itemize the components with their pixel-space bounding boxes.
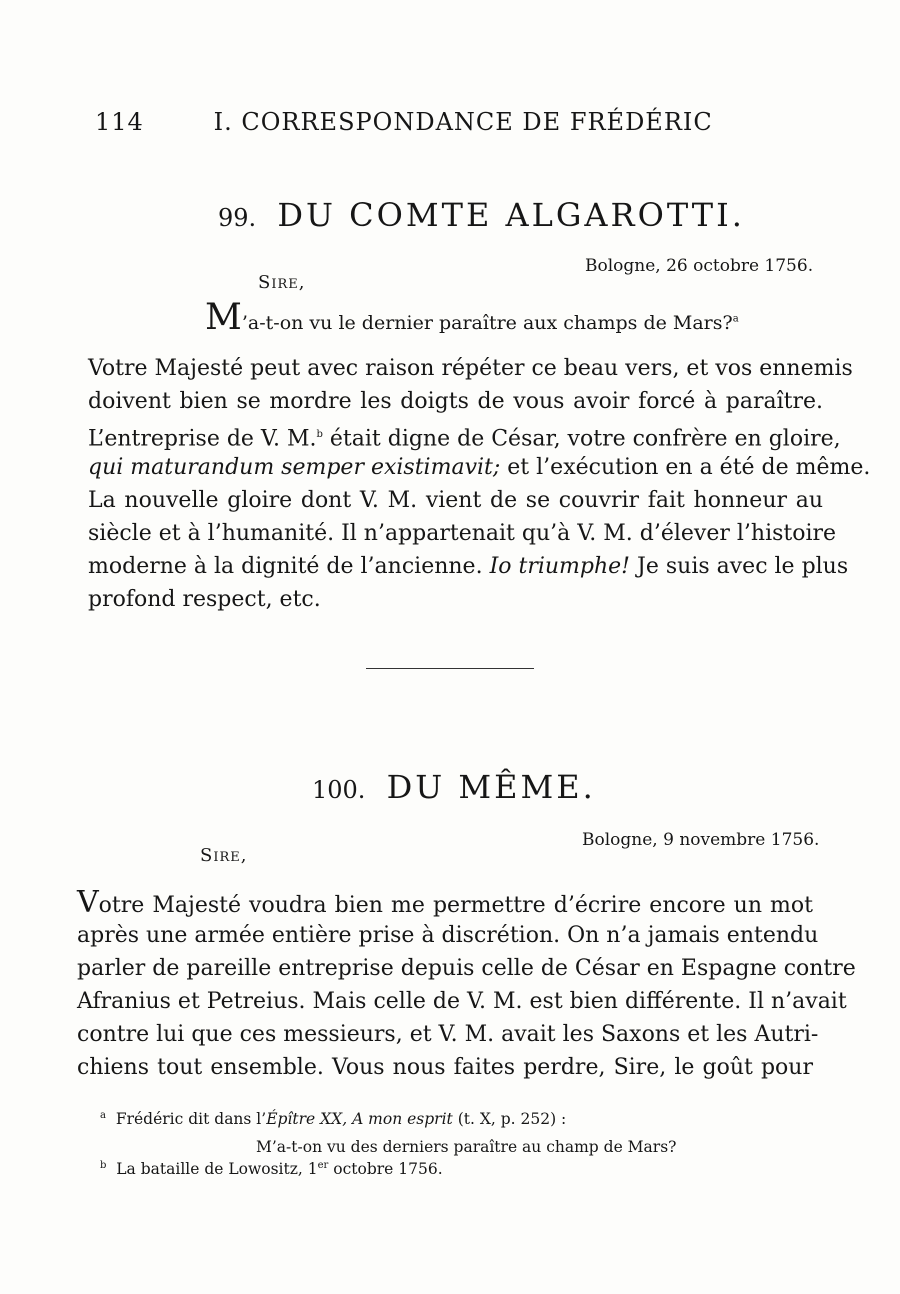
footnote-text: (t. X, p. 252) : [452,1110,567,1129]
letter-heading: DU COMTE ALGAROTTI. [277,196,745,234]
ordinal-suffix: er [317,1160,329,1171]
section-divider [366,668,534,669]
footnote-mark: a [100,1110,106,1121]
body-dropcap: V [77,885,99,920]
running-header [95,108,713,136]
body-line: après une armée entière prise à discrétion. On n’a jamais entendu [77,923,819,948]
footnote-text: Frédéric dit dans l’ [115,1110,267,1129]
letter-heading: DU MÊME. [386,768,596,806]
body-fragment: otre Majesté voudra bien me permettre d’écrire encore un mot [98,893,813,918]
letter-100-salutation: Sire, [200,845,248,866]
footnote-text: La bataille de Lowositz, 1 [116,1160,318,1179]
page-number: 114 [95,108,144,136]
body-fragment: moderne à la dignité de l’ancienne. [88,554,483,579]
body-line: chiens tout ensemble. Vous nous faites perdre, Sire, le goût pour [77,1055,813,1080]
letter-99-title [218,196,745,234]
body-line: contre lui que ces messieurs, et V. M. avait les Saxons et les Autri- [77,1022,819,1047]
footnote-a-quote: M’a-t-on vu des derniers paraître au champ de Mars? [256,1138,677,1156]
letter-99-date: Bologne, 26 octobre 1756. [585,256,814,276]
letter-99-verse [205,297,739,338]
body-line [77,886,813,919]
letter-number: 99. [218,204,257,232]
letter-100-body [77,885,856,1084]
footnote-title: Épître XX, [266,1110,348,1129]
body-line: siècle et à l’humanité. Il n’appartenait qu’à V. M. d’élever l’histoire [88,521,837,546]
body-line: profond respect, etc. [88,587,321,612]
body-line [88,418,841,452]
footnote-b [100,1160,443,1178]
footnote-ref-b: b [316,429,323,440]
letter-99-body [88,352,871,616]
body-line: parler de pareille entreprise depuis celle de César en Espagne contre [77,956,856,981]
running-title: I. CORRESPONDANCE DE FRÉDÉRIC [213,108,713,136]
body-fragment: et l’exécution en a été de même. [500,455,871,480]
letter-100-date: Bologne, 9 novembre 1756. [582,830,820,850]
footnote-text: octobre 1756. [328,1160,443,1179]
latin-exclamation: Io triumphe! [489,554,631,579]
footnote-title: A mon esprit [352,1110,453,1129]
body-line [88,451,871,484]
footnote-a [100,1110,566,1128]
body-fragment: Je suis avec le plus [630,554,849,579]
verse-dropcap: M [205,297,242,338]
body-line: Afranius et Petreius. Mais celle de V. M. est bien différente. Il n’avait [77,989,847,1014]
footnote-ref-a: a [732,313,739,325]
latin-quote: qui maturandum semper existimavit; [88,455,501,480]
body-line: doivent bien se mordre les doigts de vous avoir forcé à paraître. [88,389,823,414]
letter-99-salutation: Sire, [258,272,306,293]
letter-100-title [312,768,596,806]
letter-number: 100. [312,776,366,804]
body-fragment: L’entreprise de V. M. [88,426,317,452]
verse-text: ’a-t-on vu le dernier paraître aux champs de Mars? [241,312,733,334]
body-line: Votre Majesté peut avec raison répéter ce beau vers, et vos ennemis [88,356,853,381]
body-line [88,550,849,583]
body-fragment: était digne de César, votre confrère en gloire, [322,426,841,452]
body-line: La nouvelle gloire dont V. M. vient de se couvrir fait honneur au [88,488,823,513]
footnote-mark: b [100,1160,107,1171]
